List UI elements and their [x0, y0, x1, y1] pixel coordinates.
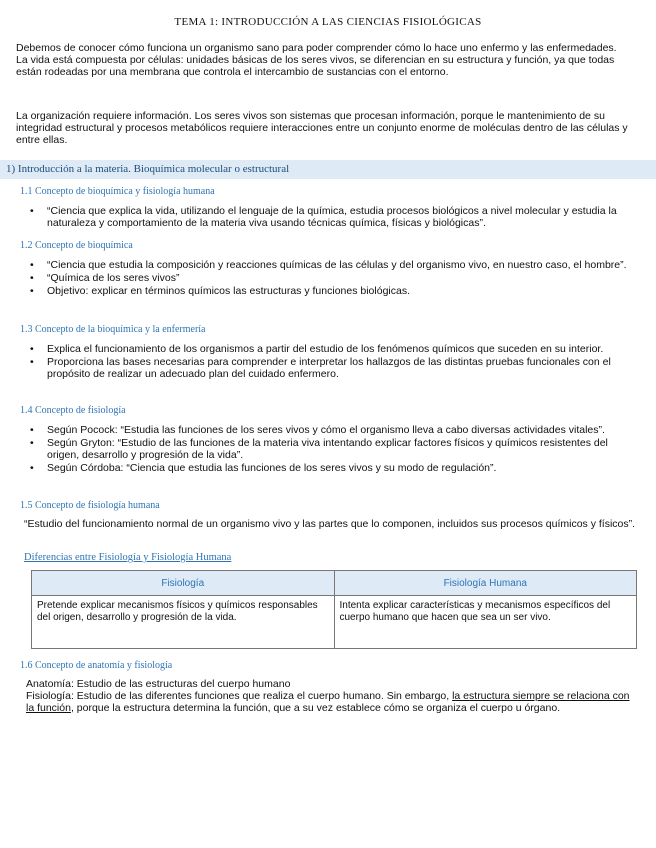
table-cell: Intenta explicar características y mecanismos específicos del cuerpo humano que hacen que sea un ser vivo. [334, 596, 637, 649]
physiology-definition-start: Fisiología: Estudio de las diferentes funciones que realiza el cuerpo humano. Sin embargo, [26, 690, 453, 702]
intro-paragraph-2: La vida está compuesta por células: unidades básicas de los seres vivos, se diferencian en su estructura y función, ya que todas están rodeadas por una membrana que controla el intercambio de sustancias con el entorno. [16, 54, 615, 78]
section-heading-bar [0, 160, 656, 179]
subsection-1-5-text: “Estudio del funcionamiento normal de un organismo vivo y las partes que lo componen, incluidos sus procesos químicos y físicos”. [24, 518, 636, 530]
table-header-cell: Fisiología Humana [334, 571, 637, 596]
table-cell: Pretende explicar mecanismos físicos y químicos responsables del origen, desarrollo y progresión de la vida. [32, 596, 335, 649]
subsection-1-3-list [30, 343, 640, 381]
table-header-row [32, 571, 637, 596]
list-item: • “Química de los seres vivos” [30, 272, 640, 284]
intro-paragraph-3: La organización requiere información. Los seres vivos son sistemas que procesan información, porque le mantenimiento de su integridad estructural y procesos metabólicos requiere interacciones entre un conjunto enorme de moléculas dentro de las células y entre ellas. [16, 110, 628, 146]
anatomy-definition: Anatomía: Estudio de las estructuras del cuerpo humano [26, 678, 291, 690]
subsection-1-3-title: 1.3 Concepto de la bioquímica y la enfermería [20, 324, 206, 335]
list-item: • Proporciona las bases necesarias para comprender e interpretar los hallazgos de las distintas pruebas funcionales con el propósito de realizar un adecuado plan del cuidado enfermero. [30, 356, 640, 380]
table-header-cell: Fisiología [32, 571, 335, 596]
table-row [32, 596, 637, 649]
list-item: • “Ciencia que estudia la composición y reacciones químicas de las células y del organismo vivo, en nuestro caso, el hombre”. [30, 259, 640, 271]
subsection-1-6-title: 1.6 Concepto de anatomía y fisiología [20, 660, 173, 671]
list-item: • Según Gryton: “Estudio de las funciones de la materia viva intentando explicar factores físicos y químicos resistentes del origen, desarrollo y progresión de la vida”. [30, 437, 640, 461]
intro-block-2 [16, 110, 642, 146]
list-item: • Explica el funcionamiento de los organismos a partir del estudio de los fenómenos químicos que suceden en su interior. [30, 343, 640, 355]
subsection-1-1-list [30, 205, 640, 230]
physiology-definition-end: , porque la estructura determina la función, que a su vez establece cómo se organiza el cuerpo u órgano. [70, 702, 561, 714]
section-1-title: 1) Introducción a la materia. Bioquímica molecular o estructural [6, 163, 290, 175]
list-item: • Según Pocock: “Estudia las funciones de los seres vivos y cómo el organismo lleva a cabo diversas actividades vitales”. [30, 424, 640, 436]
subsection-1-6-text [26, 678, 638, 714]
list-item: • Según Córdoba: “Ciencia que estudia las funciones de los seres vivos y su modo de regulación”. [30, 462, 640, 474]
subsection-1-4-title: 1.4 Concepto de fisiología [20, 405, 126, 416]
subsection-1-4-list [30, 424, 640, 475]
intro-block [16, 42, 642, 78]
subsection-1-2-title: 1.2 Concepto de bioquímica [20, 240, 133, 251]
document-title: TEMA 1: INTRODUCCIÓN A LAS CIENCIAS FISIOLÓGICAS [174, 16, 482, 28]
differences-title[interactable]: Diferencias entre Fisiología y Fisiología Humana [24, 552, 232, 563]
subsection-1-1-title: 1.1 Concepto de bioquímica y fisiología humana [20, 186, 215, 197]
subsection-1-2-list [30, 259, 640, 298]
subsection-1-5-title: 1.5 Concepto de fisiología humana [20, 500, 160, 511]
list-item: • “Ciencia que explica la vida, utilizando el lenguaje de la química, estudia procesos biológicos a nivel molecular y estudia la naturaleza y comportamiento de la materia viva usando técnicas química, físicas y biológicas”. [30, 205, 640, 229]
physiology-definition-emphasis: la estructura siempre se relaciona con la función [26, 690, 630, 714]
intro-paragraph-1: Debemos de conocer cómo funciona un organismo sano para poder comprender cómo lo hace uno enfermo y las enfermedades. [16, 42, 617, 54]
differences-table [31, 570, 637, 649]
list-item: • Objetivo: explicar en términos químicos las estructuras y funciones biológicas. [30, 285, 640, 297]
physiology-definition [26, 690, 638, 714]
